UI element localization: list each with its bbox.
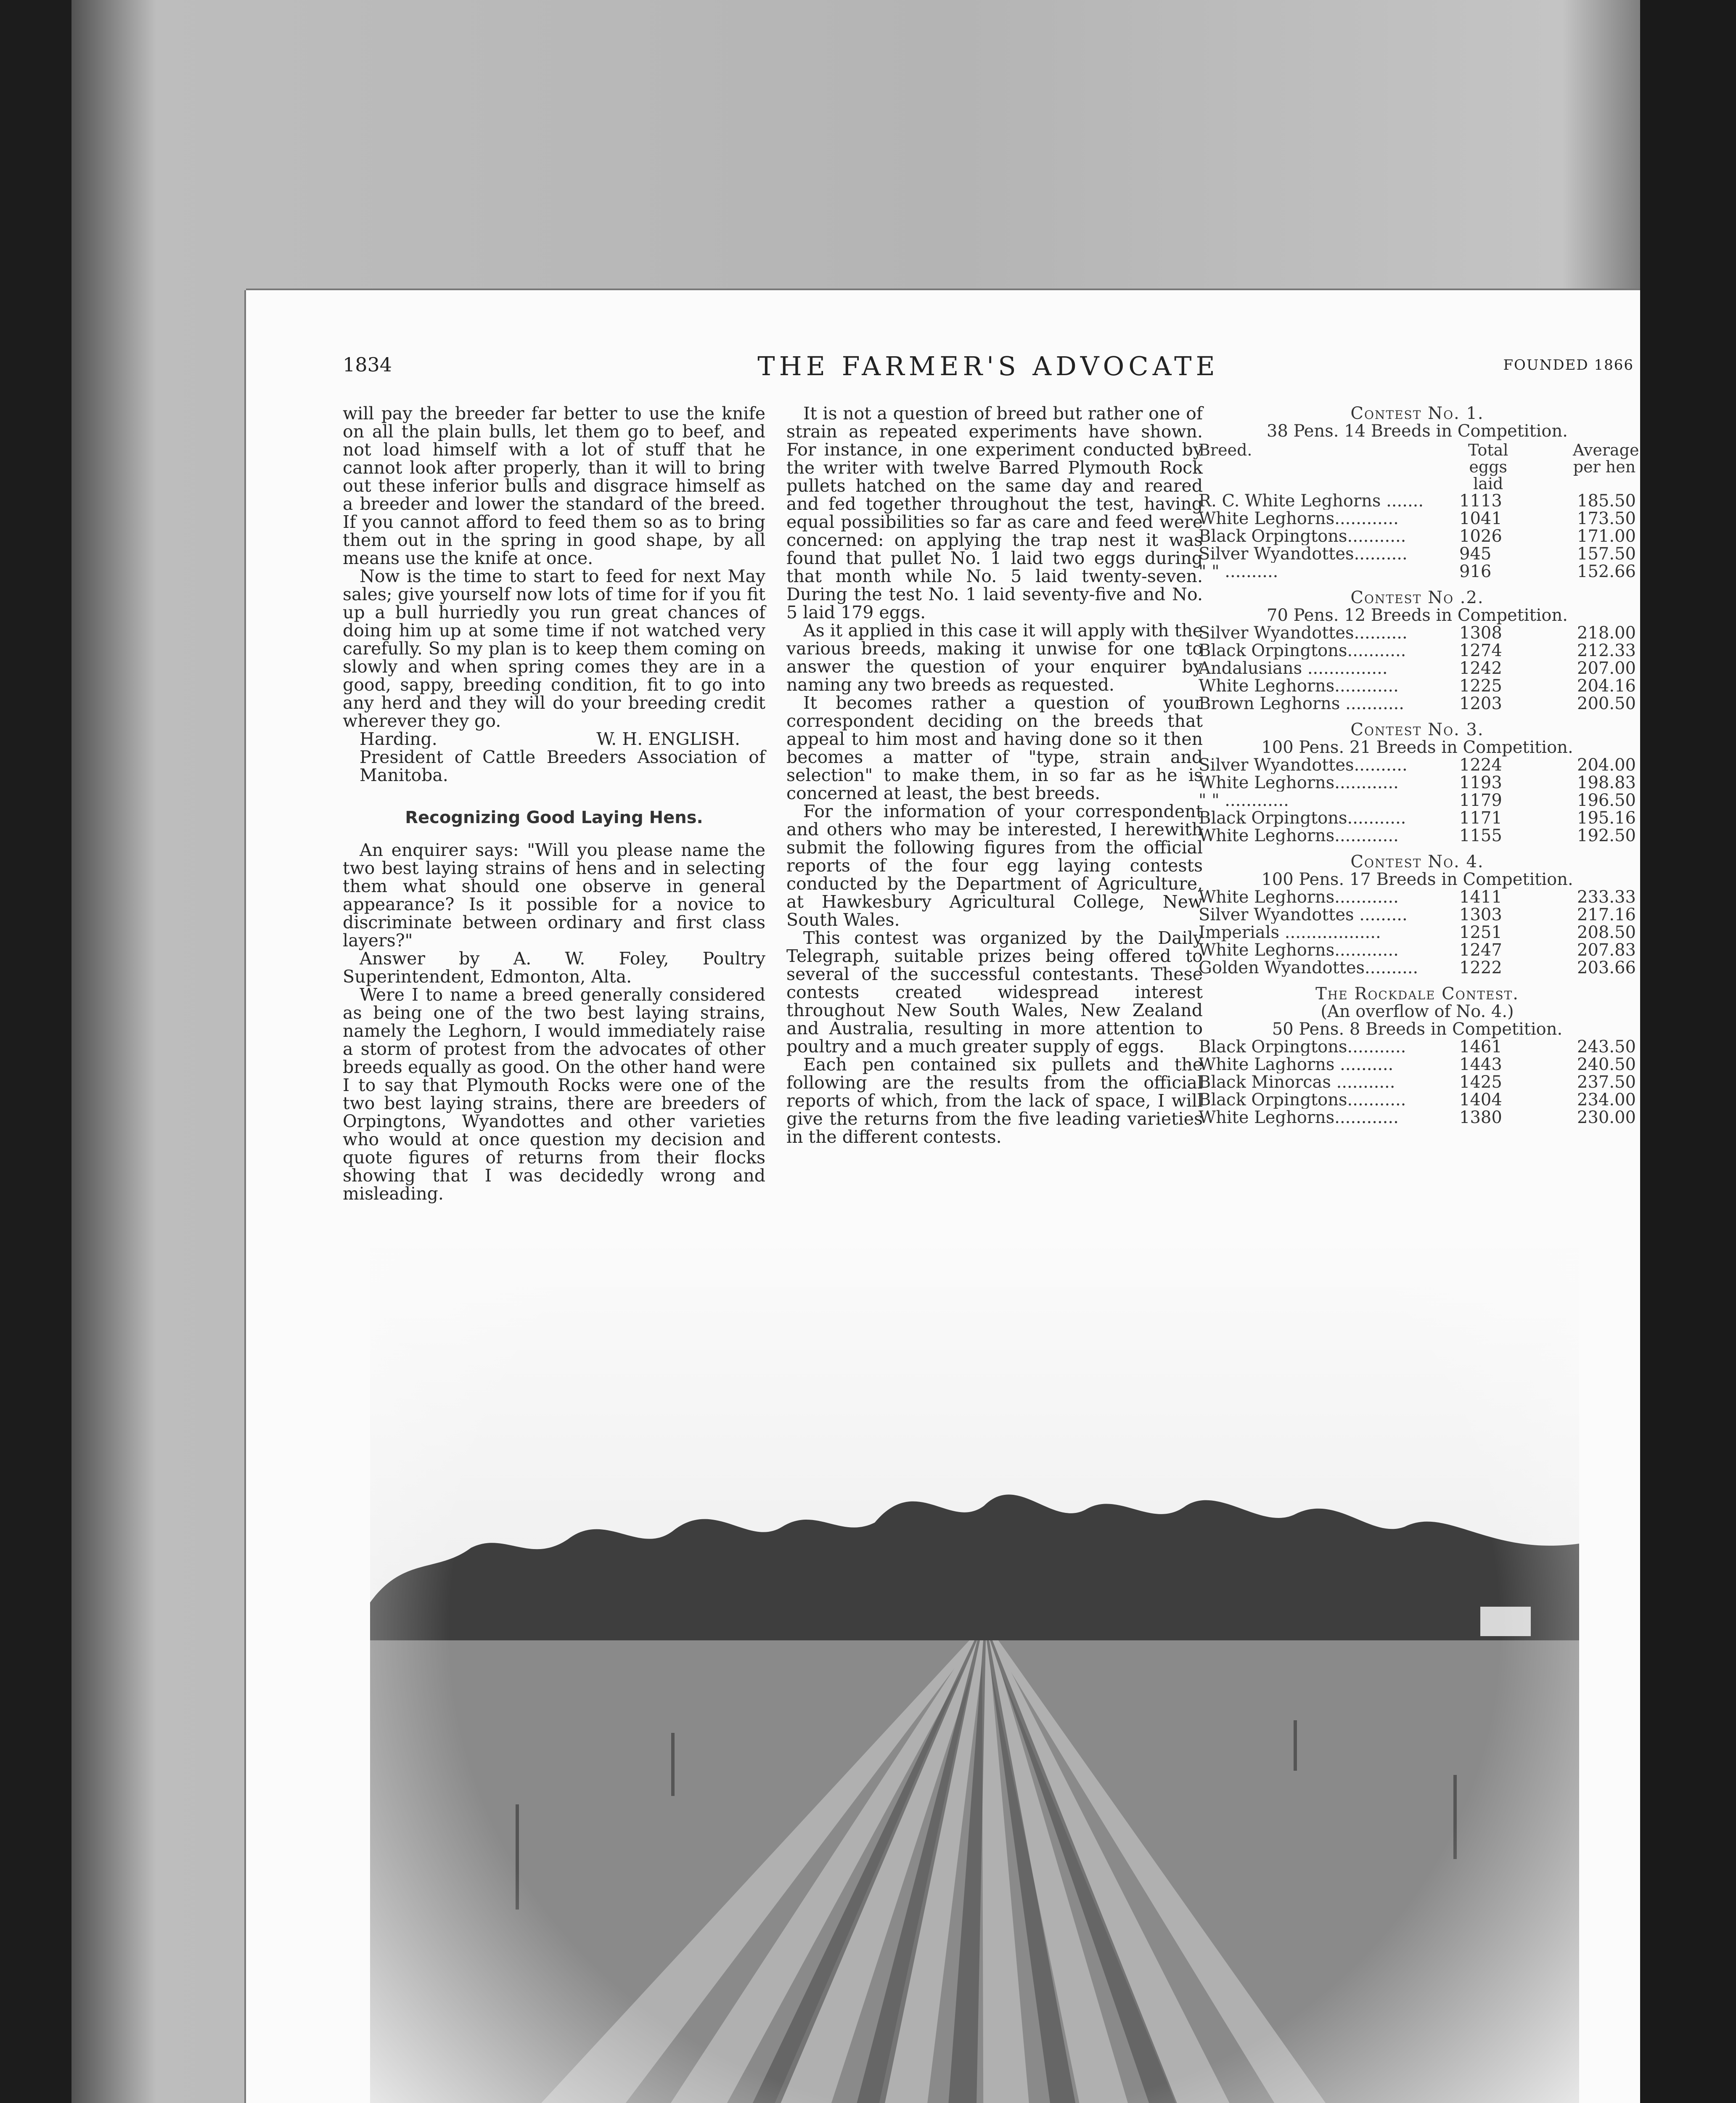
avg-cell: 234.00 [1577, 1090, 1636, 1110]
breed-cell: " " .......... [1199, 563, 1278, 580]
table-row [1199, 1073, 1636, 1091]
eggs-cell: 945 [1459, 544, 1492, 564]
table-row [1199, 660, 1636, 677]
table-row [1199, 906, 1636, 924]
breed-cell: Silver Wyandottes.......... [1199, 545, 1408, 563]
paragraph: will pay the breeder far better to use the knife on all the plain bulls, let them go to beef, and not load himself with a lot of stuff that he cannot look after properly, than it will to bring out these inferior bulls and disgrace himself as a breeder and lower the standard of the breed. If you cannot afford to feed them so as to bring them out in the spring in good shape, by all means use the knife at once. [343, 403, 765, 568]
fruit-grove-photo [370, 1237, 1579, 2103]
breed-cell: Black Orpingtons........... [1199, 809, 1406, 827]
breed-cell: " " ............ [1199, 792, 1289, 809]
avg-cell: 157.50 [1577, 544, 1636, 564]
breed-cell: Silver Wyandottes.......... [1199, 756, 1408, 774]
contest-3-rows [1199, 756, 1636, 845]
breed-cell: Black Minorcas ........... [1199, 1073, 1395, 1091]
paragraph: Each pen contained six pullets and the following are the results from the official reports of which, from the lack of space, I will give the returns from the five leading varieties in the different contests. [786, 1054, 1203, 1147]
breed-cell: Imperials .................. [1199, 924, 1381, 941]
eggs-cell: 1203 [1459, 694, 1502, 713]
eggs-cell: 1274 [1459, 641, 1502, 660]
eggs-cell: 1193 [1459, 773, 1502, 792]
breed-cell: White Leghorns............ [1199, 941, 1399, 959]
avg-cell: 207.83 [1577, 940, 1636, 960]
table-row [1199, 624, 1636, 642]
contest-title: The Rockdale Contest. [1315, 984, 1519, 1004]
paragraph: For the information of your correspondent and others who may be interested, I herewith submit the following figures from the official reports of the four egg laying contests conducted by the Department of Agriculture, at Hawkesbury Agricultural College, New South Wales. [786, 801, 1203, 930]
breed-cell: Black Orpingtons........... [1199, 1038, 1406, 1056]
contest-tables [1199, 404, 1639, 1127]
breed-cell: White Laghorns .......... [1199, 1056, 1394, 1073]
table-header [1199, 441, 1639, 493]
contest-1-rows [1199, 492, 1636, 580]
column-left [343, 405, 765, 1203]
contest-2-rows [1199, 624, 1636, 712]
table-row [1199, 792, 1636, 809]
table-row [1199, 527, 1636, 545]
table-row [1199, 695, 1636, 712]
signature [343, 730, 765, 748]
contest-note: (An overflow of No. 4.) [1321, 1002, 1514, 1021]
avg-cell: 152.66 [1577, 562, 1636, 581]
eggs-cell: 1171 [1459, 808, 1502, 828]
table-row [1199, 774, 1636, 792]
avg-cell: 218.00 [1577, 623, 1636, 643]
eggs-cell: 916 [1459, 562, 1492, 581]
eggs-cell: 1425 [1459, 1073, 1502, 1092]
column-middle [786, 405, 1203, 1146]
avg-cell: 243.50 [1577, 1037, 1636, 1057]
avg-cell: 192.50 [1577, 826, 1636, 845]
table-row [1199, 545, 1636, 563]
avg-cell: 233.33 [1577, 887, 1636, 907]
table-row [1199, 924, 1636, 941]
table-row [1199, 809, 1636, 827]
contest-title: Contest No .2. [1350, 588, 1484, 607]
breed-cell: White Leghorns............ [1199, 888, 1399, 906]
avg-cell: 171.00 [1577, 527, 1636, 546]
eggs-cell: 1155 [1459, 826, 1502, 845]
breed-cell: White Leghorns............ [1199, 510, 1399, 527]
avg-cell: 203.66 [1577, 958, 1636, 977]
breed-cell: Golden Wyandottes.......... [1199, 959, 1418, 977]
signature-title: President of Cattle Breeders Association of Manitoba. [360, 747, 765, 785]
eggs-cell: 1247 [1459, 940, 1502, 960]
table-row [1199, 677, 1636, 695]
avg-cell: 185.50 [1577, 491, 1636, 511]
article-heading: Recognizing Good Laying Hens. [405, 808, 703, 827]
table-row [1199, 492, 1636, 510]
table-row [1199, 1038, 1636, 1056]
eggs-cell: 1411 [1459, 887, 1502, 907]
eggs-cell: 1224 [1459, 755, 1502, 775]
breed-cell: Brown Leghorns ........... [1199, 695, 1404, 712]
founded-note: FOUNDED 1866 [1503, 357, 1634, 373]
contest-title: Contest No. 3. [1350, 720, 1484, 739]
eggs-cell: 1222 [1459, 958, 1502, 977]
avg-cell: 200.50 [1577, 694, 1636, 713]
table-row [1199, 1056, 1636, 1073]
eggs-cell: 1303 [1459, 905, 1502, 924]
paragraph: As it applied in this case it will apply with the various breeds, making it unwise for one to answer the question of your enquirer by naming any two breeds as requested. [786, 620, 1203, 695]
contest-subtitle: 70 Pens. 12 Breeds in Competition. [1267, 606, 1568, 625]
paragraph: Answer by A. W. Foley, Poultry Superintendent, Edmonton, Alta. [343, 948, 765, 987]
breed-cell: Black Orpingtons........... [1199, 1091, 1406, 1109]
contest-subtitle: 100 Pens. 17 Breeds in Competition. [1261, 870, 1573, 889]
eggs-cell: 1443 [1459, 1055, 1502, 1074]
contest-subtitle: 38 Pens. 14 Breeds in Competition. [1267, 421, 1568, 441]
newspaper-page [246, 290, 1640, 2103]
eggs-cell: 1113 [1459, 491, 1502, 511]
avg-cell: 207.00 [1577, 659, 1636, 678]
avg-cell: 204.00 [1577, 755, 1636, 775]
table-row [1199, 642, 1636, 660]
signature-name: W. H. ENGLISH. [596, 729, 740, 749]
eggs-cell: 1242 [1459, 659, 1502, 678]
page-header [343, 353, 1634, 391]
photo-illustration [370, 1237, 1579, 2103]
avg-cell: 217.16 [1577, 905, 1636, 924]
paragraph: It becomes rather a question of your correspondent deciding on the breeds that appeal to him most and having done so it then becomes a matter of "type, strain and selection" to make them, in so far as he is concerned at least, the best breeds. [786, 693, 1203, 803]
eggs-cell: 1308 [1459, 623, 1502, 643]
breed-cell: White Leghorns............ [1199, 827, 1399, 845]
eggs-cell: 1179 [1459, 791, 1502, 810]
eggs-cell: 1026 [1459, 527, 1502, 546]
paragraph: Now is the time to start to feed for next May sales; give yourself now lots of time for if you fit up a bull hurriedly you run great chances of doing him up at some time if not watched very carefully. So my plan is to keep them coming on slowly and when spring comes they are in a good, sappy, breeding condition, fit to go into any herd and they will do your breeding credit wherever they go. [343, 566, 765, 731]
avg-cell: 208.50 [1577, 923, 1636, 942]
table-row [1199, 1109, 1636, 1126]
table-row [1199, 959, 1636, 977]
avg-cell: 240.50 [1577, 1055, 1636, 1074]
table-row [1199, 563, 1636, 580]
paragraph: An enquirer says: "Will you please name the two best laying strains of hens and in selecting them what should one observe in general appearance? Is it possible for a novice to discriminate between ordinary and first class layers?" [343, 840, 765, 951]
avg-cell: 195.16 [1577, 808, 1636, 828]
eggs-cell: 1380 [1459, 1108, 1502, 1127]
breed-cell: Black Orpingtons........... [1199, 642, 1406, 660]
eggs-cell: 1251 [1459, 923, 1502, 942]
avg-cell: 237.50 [1577, 1073, 1636, 1092]
paragraph: It is not a question of breed but rather one of strain as repeated experiments have shown. For instance, in one experiment conducted by the writer with twelve Barred Plymouth Rock pullets hatched on the same day and reared and fed together throughout the test, having equal possibilities so far as care and feed were concerned: on applying the trap nest it was found that pullet No. 1 laid two eggs during that month while No. 5 laid twenty-seven. During the test No. 1 laid seventy-five and No. 5 laid 179 eggs. [786, 403, 1203, 622]
table-row [1199, 1091, 1636, 1109]
eggs-cell: 1225 [1459, 676, 1502, 696]
contest-title: Contest No. 4. [1350, 852, 1484, 871]
avg-cell: 196.50 [1577, 791, 1636, 810]
breed-cell: Silver Wyandottes.......... [1199, 624, 1408, 642]
table-row [1199, 827, 1636, 845]
breed-cell: Silver Wyandottes ......... [1199, 906, 1408, 924]
paragraph: Were I to name a breed generally considered as being one of the two best laying strains, namely the Leghorn, I would immediately raise a storm of protest from the advocates of other breeds equally as good. On the other hand were I to say that Plymouth Rocks were one of the two best laying strains, there are breeders of Orpingtons, Wyandottes and other varieties who would at once question my decision and quote figures of returns from their flocks showing that I was decidedly wrong and misleading. [343, 985, 765, 1204]
table-row [1199, 941, 1636, 959]
page-number: 1834 [343, 353, 392, 376]
breed-cell: White Leghorns............ [1199, 1109, 1399, 1126]
eggs-cell: 1404 [1459, 1090, 1502, 1110]
table-row [1199, 510, 1636, 527]
signature-place: Harding. [360, 729, 437, 749]
avg-cell: 204.16 [1577, 676, 1636, 696]
table-row [1199, 888, 1636, 906]
contest-4-rows [1199, 888, 1636, 977]
avg-cell: 212.33 [1577, 641, 1636, 660]
scan-edge-right [1640, 0, 1736, 2103]
contest-5-rows [1199, 1038, 1636, 1126]
eggs-cell: 1041 [1459, 509, 1502, 528]
col-avg: Average per hen [1572, 441, 1639, 476]
breed-cell: White Leghorns............ [1199, 774, 1399, 792]
contest-subtitle: 100 Pens. 21 Breeds in Competition. [1261, 738, 1573, 757]
journal-title: THE FARMER'S ADVOCATE [757, 351, 1219, 381]
breed-cell: Black Orpingtons........... [1199, 527, 1406, 545]
col-breed: Breed. [1199, 441, 1252, 459]
avg-cell: 230.00 [1577, 1108, 1636, 1127]
breed-cell: Andalusians ............... [1199, 660, 1388, 677]
eggs-cell: 1461 [1459, 1037, 1502, 1057]
contest-subtitle: 50 Pens. 8 Breeds in Competition. [1272, 1020, 1563, 1039]
paragraph: This contest was organized by the Daily Telegraph, suitable prizes being offered to several of the successful contestants. These contests created widespread interest throughout New South Wales, New Zealand and Australia, resulting in more attention to poultry and a much greater supply of eggs. [786, 928, 1203, 1057]
binder-edge [0, 0, 71, 2103]
contest-title: Contest No. 1. [1350, 404, 1484, 423]
breed-cell: White Leghorns............ [1199, 677, 1399, 695]
avg-cell: 173.50 [1577, 509, 1636, 528]
col-eggs: Total eggs laid [1468, 441, 1508, 493]
breed-cell: R. C. White Leghorns ....... [1199, 492, 1424, 510]
table-row [1199, 756, 1636, 774]
avg-cell: 198.83 [1577, 773, 1636, 792]
